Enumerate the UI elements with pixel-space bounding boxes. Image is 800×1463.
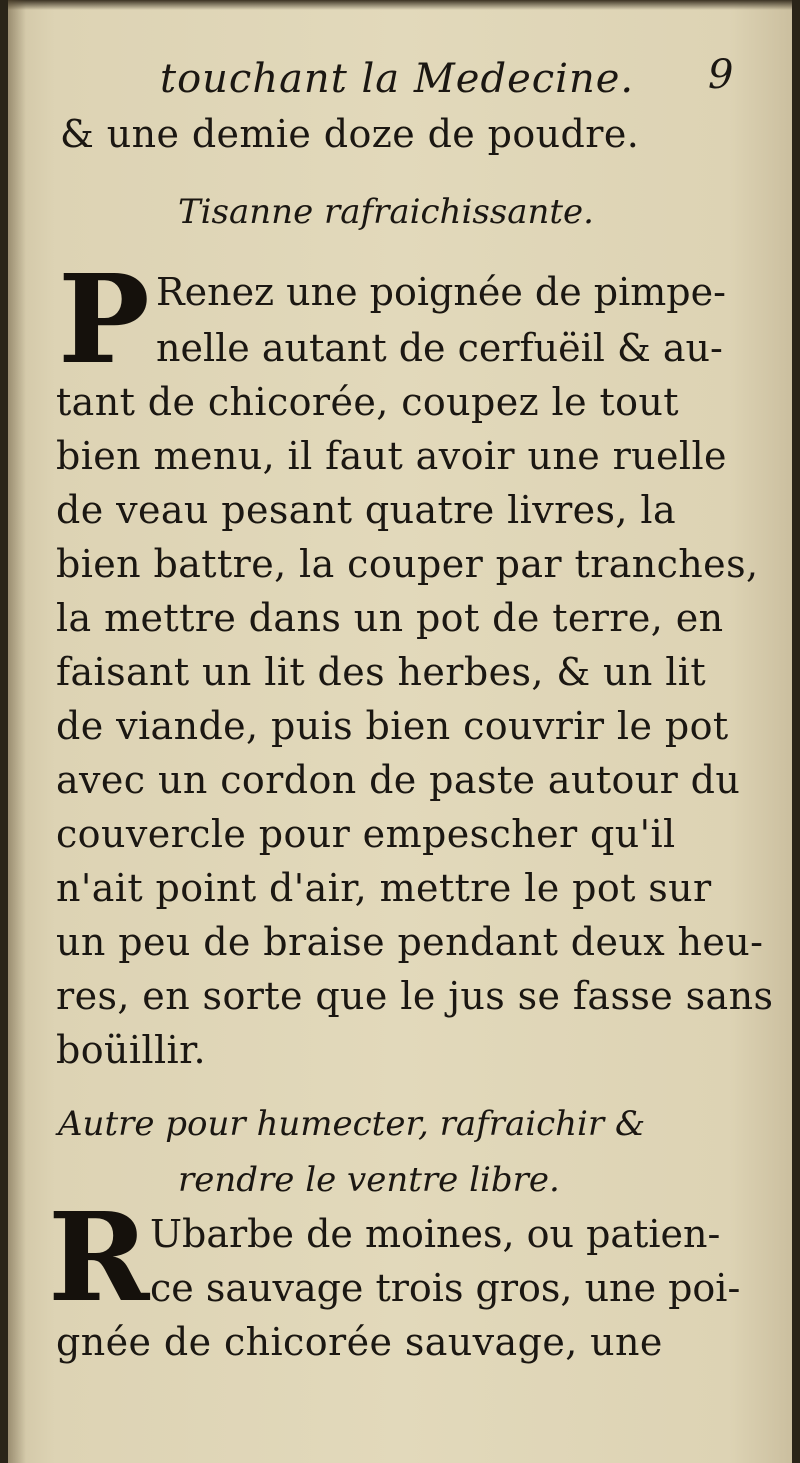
text-line: la mettre dans un pot de terre, en [56, 596, 724, 640]
text-line: bien menu, il faut avoir une ruelle [56, 434, 727, 478]
page-spine-shadow [8, 0, 26, 1463]
text-line: faisant un lit des herbes, & un lit [56, 650, 707, 694]
text-line: un peu de braise pendant deux heu- [56, 920, 764, 964]
drop-cap: R [48, 1185, 150, 1329]
text-line: & une demie doze de poudre. [60, 112, 640, 156]
text-line: res, en sorte que le jus se fasse sans [56, 974, 774, 1018]
text-line: nelle autant de cerfuëil & au- [156, 326, 723, 370]
text-line: couvercle pour empescher qu'il [56, 812, 676, 856]
text-line: gnée de chicorée sauvage, une [56, 1320, 663, 1364]
book-page [8, 0, 792, 1463]
text-line: tant de chicorée, coupez le tout [56, 380, 679, 424]
text-line: avec un cordon de paste autour du [56, 758, 741, 802]
text-line: de viande, puis bien couvrir le pot [56, 704, 729, 748]
section-title: Autre pour humecter, rafraichir & [58, 1104, 646, 1144]
text-line: Ubarbe de moines, ou patien- [150, 1212, 721, 1256]
running-title: touchant la Medecine. [160, 56, 635, 102]
text-line: boüillir. [56, 1028, 206, 1072]
text-line: n'ait point d'air, mettre le pot sur [56, 866, 712, 910]
text-line: de veau pesant quatre livres, la [56, 488, 677, 532]
section-title: Tisanne rafraichissante. [178, 192, 594, 232]
drop-cap: P [58, 247, 150, 391]
text-line: Renez une poignée de pimpe- [156, 270, 726, 314]
section-title: rendre le ventre libre. [178, 1160, 560, 1200]
page-number: 9 [708, 52, 734, 98]
text-line: bien battre, la couper par tranches, [56, 542, 759, 586]
text-line: ce sauvage trois gros, une poi- [150, 1266, 741, 1310]
